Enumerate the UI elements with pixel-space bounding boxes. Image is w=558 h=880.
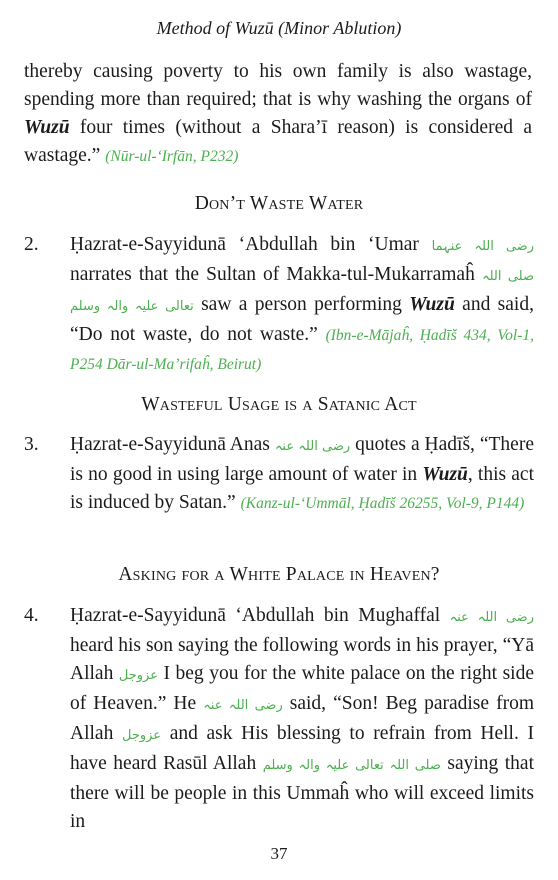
text-segment: saying that there will be people in this Ummaĥ who will exceed limits in <box>70 753 534 832</box>
numbered-item-4 <box>24 602 534 836</box>
text-segment: four times (without a Shara’ī reason) is considered a wastage.” <box>24 117 532 166</box>
item-number: 4. <box>24 605 39 626</box>
intro-paragraph <box>24 58 532 171</box>
text-segment: saw a person performing <box>193 294 410 315</box>
honorific-calligraphy: عزوجل <box>118 668 158 683</box>
honorific-calligraphy: رضی اللہ عنہ <box>274 439 351 454</box>
section-heading: Don’t Waste Water <box>194 193 364 214</box>
term-wuzu: Wuzū <box>409 294 455 315</box>
text-segment: Ḥazrat-e-Sayyidunā Anas <box>70 434 275 455</box>
text-segment: said, “Son! Beg paradise from Allah <box>70 693 534 744</box>
text-segment: quotes a Ḥadīš, “There is no good in using large amount of water in <box>70 434 534 485</box>
text-segment: Ḥazrat-e-Sayyidunā ‘Abdullah bin Mughaffal <box>70 605 450 626</box>
text-segment: and said, “Do not waste, do not waste.” <box>70 294 534 345</box>
honorific-calligraphy: رضی اللہ عنہ <box>449 610 534 625</box>
text-segment: , this act is induced by Satan.” <box>70 464 534 513</box>
honorific-calligraphy: رضی اللہ عنہ <box>203 698 283 713</box>
honorific-calligraphy: رضی اللہ عنہما <box>431 239 534 254</box>
running-header: Method of Wuzū (Minor Ablution) <box>156 18 402 38</box>
text-segment: heard his son saying the following words in his prayer, “Yā Allah <box>70 635 534 684</box>
reference-citation: (Nūr-ul-‘Irfān, P232) <box>105 148 239 165</box>
reference-citation: (Kanz-ul-‘Ummāl, Ḥadīš 26255, Vol-9, P144) <box>240 495 525 512</box>
numbered-item-3 <box>24 431 534 518</box>
term-wuzu: Wuzū <box>422 464 468 485</box>
item-number: 3. <box>24 434 39 455</box>
numbered-item-2 <box>24 231 534 379</box>
text-segment: narrates that the Sultan of Makka-tul-Mukarramaĥ <box>70 264 482 285</box>
term-wuzu: Wuzū <box>24 117 70 138</box>
honorific-calligraphy: عزوجل <box>121 728 162 743</box>
page-number: 37 <box>270 844 288 863</box>
section-heading: Asking for a White Palace in Heaven? <box>118 564 440 585</box>
honorific-calligraphy: صلی اللہ تعالی علیہ والہ وسلم <box>262 758 441 773</box>
section-heading: Wasteful Usage is a Satanic Act <box>141 394 417 415</box>
text-segment: thereby causing poverty to his own family is also wastage, spending more than required; that is why washing the organs of <box>24 61 532 110</box>
text-segment: and ask His blessing to refrain from Hell. I have heard Rasūl Allah <box>70 723 534 774</box>
text-segment: Ḥazrat-e-Sayyidunā ‘Abdullah bin ‘Umar <box>70 234 432 255</box>
reference-citation: (Ibn-e-Mājaĥ, Ḥadīš 434, Vol-1, P254 Dār-ul-Ma’rifaĥ, Beirut) <box>70 327 534 373</box>
text-segment: I beg you for the white palace on the right side of Heaven.” He <box>70 663 534 714</box>
item-number: 2. <box>24 234 39 255</box>
honorific-calligraphy: صلی اللہ تعالی علیہ والہ وسلم <box>70 269 534 314</box>
